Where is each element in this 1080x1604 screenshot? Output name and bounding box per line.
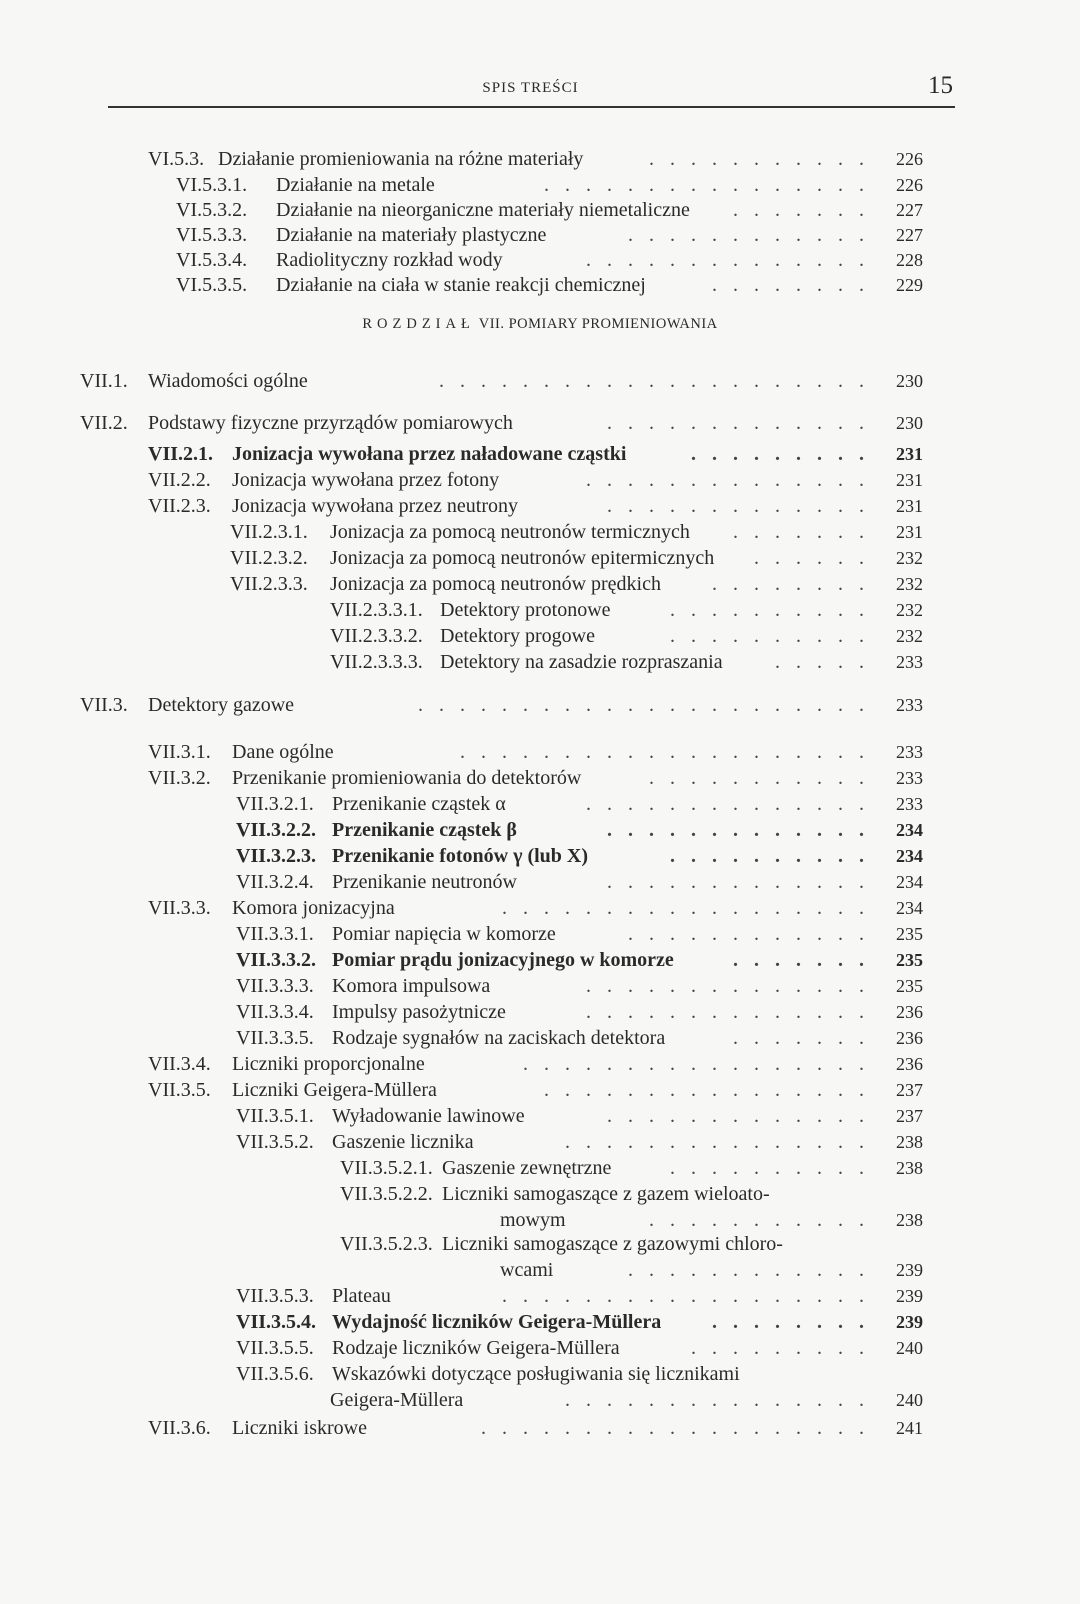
toc-entry[interactable] [0, 1025, 1080, 1051]
toc-entry-title: Pomiar prądu jonizacyjnego w komorze [332, 949, 674, 971]
toc-entry-title: Działanie na metale [276, 174, 435, 196]
toc-entry-number: VII.3.1. [148, 741, 211, 763]
leader-dots: . . . . . . . . [712, 274, 880, 296]
leader-dots: . . . . . . . [733, 199, 880, 221]
toc-entry-title: Przenikanie promieniowania do detektorów [232, 767, 582, 789]
toc-entry-title: Radiolityczny rozkład wody [276, 249, 503, 271]
toc-entry-number: VII.3.3.5. [236, 1027, 314, 1049]
toc-entry-page: 232 [896, 626, 923, 646]
leader-dots: . . . . . . . . . . . [649, 1209, 880, 1231]
running-header [108, 74, 953, 104]
leader-dots: . . . . . . . . . . . . . . . [565, 1131, 880, 1153]
toc-entry-title: Komora jonizacyjna [232, 897, 395, 919]
toc-entry-title: Dane ogólne [232, 741, 334, 763]
toc-entry-page: 234 [896, 820, 923, 840]
chapter-heading [0, 316, 1080, 333]
toc-entry-title: Działanie na nieorganiczne materiały niemetaliczne [276, 199, 690, 221]
toc-entry-title: Gaszenie zewnętrzne [442, 1157, 612, 1179]
toc-entry-page: 236 [896, 1054, 923, 1074]
leader-dots: . . . . . . . . [712, 1311, 880, 1333]
toc-entry[interactable] [0, 869, 1080, 895]
toc-entry-title: Liczniki proporcjonalne [232, 1053, 425, 1075]
toc-entry-page: 231 [896, 522, 923, 542]
toc-entry-title: Przenikanie fotonów γ (lub X) [332, 845, 589, 867]
toc-entry-number: VII.3.3.4. [236, 1001, 314, 1023]
toc-entry-title: Liczniki samogaszące z gazem wieloato- [442, 1183, 770, 1205]
chapter-title: VII. POMIARY PROMIENIOWANIA [478, 316, 718, 332]
toc-entry-number: VII.3.2.4. [236, 871, 314, 893]
toc-entry-page: 239 [896, 1312, 923, 1332]
leader-dots: . . . . . [775, 651, 880, 673]
toc-entry-number: VI.5.3.3. [176, 224, 248, 246]
toc-entry-number: VII.2.3.3.1. [330, 599, 423, 621]
leader-dots: . . . . . . . . . . [670, 625, 880, 647]
leader-dots: . . . . . . . . . [691, 443, 880, 465]
toc-entry[interactable] [0, 222, 1080, 248]
leader-dots: . . . . . . . . . . . . . . [586, 1001, 880, 1023]
toc-entry-title: Impulsy pasożytnicze [332, 1001, 506, 1023]
toc-entry-title: Przenikanie cząstek β [332, 819, 517, 841]
toc-entry-page: 227 [896, 200, 923, 220]
toc-entry-page: 230 [896, 413, 923, 433]
toc-entry-number: VII.2.3.2. [230, 547, 308, 569]
chapter-label: ROZDZIAŁ [362, 316, 475, 332]
toc-entry-number: VII.3.3.3. [236, 975, 314, 997]
toc-entry-number: VII.3.5.2.3. [340, 1233, 433, 1255]
toc-entry-number: VI.5.3.4. [176, 249, 248, 271]
toc-entry[interactable] [0, 895, 1080, 921]
toc-entry-page: 239 [896, 1286, 923, 1306]
toc-entry-page: 237 [896, 1106, 923, 1126]
toc-entry-title: Wyładowanie lawinowe [332, 1105, 525, 1127]
toc-entry-number: VII.3.2.3. [236, 845, 317, 867]
toc-entry-title: Jonizacja za pomocą neutronów epitermicznych [330, 547, 715, 569]
toc-entry-page: 236 [896, 1002, 923, 1022]
toc-entry[interactable] [0, 817, 1080, 843]
toc-entry-title: Liczniki iskrowe [232, 1417, 367, 1439]
toc-entry-page: 238 [896, 1210, 923, 1230]
toc-entry[interactable] [0, 368, 1080, 394]
leader-dots: . . . . . . [754, 547, 880, 569]
toc-entry-number: VII.3.5.2.2. [340, 1183, 433, 1205]
toc-entry-number: VII.3.5.1. [236, 1105, 314, 1127]
toc-entry-number: VII.3.5.4. [236, 1311, 317, 1333]
leader-dots: . . . . . . . . . . . . [628, 1259, 880, 1281]
toc-entry-page: 234 [896, 846, 923, 866]
toc-entry-continuation[interactable] [0, 1207, 1080, 1233]
leader-dots: . . . . . . . . . . . [649, 148, 880, 170]
leader-dots: . . . . . . . . . . . . . [607, 412, 880, 434]
toc-entry-title: Wskazówki dotyczące posługiwania się licznikami [332, 1363, 740, 1385]
leader-dots: . . . . . . . . . . . . . . . . . . . . [460, 741, 880, 763]
toc-entry-title: Liczniki samogaszące z gazowymi chloro- [442, 1233, 783, 1255]
toc-entry[interactable] [0, 999, 1080, 1025]
toc-entry-number: VII.3.5.2.1. [340, 1157, 433, 1179]
page-number: 15 [928, 72, 953, 99]
toc-entry[interactable] [0, 765, 1080, 791]
leader-dots: . . . . . . . . . . . . . . . . . [523, 1053, 880, 1075]
leader-dots: . . . . . . . . . . . [649, 767, 880, 789]
toc-entry-number: VII.2.2. [148, 469, 211, 491]
toc-entry-number: VI.5.3.2. [176, 199, 248, 221]
toc-entry-number: VII.3.2. [148, 767, 211, 789]
leader-dots: . . . . . . . . . . . . . . . . [544, 174, 880, 196]
toc-entry-page: 234 [896, 872, 923, 892]
toc-entry-page: 233 [896, 794, 923, 814]
toc-entry-title: Przenikanie cząstek α [332, 793, 506, 815]
toc-entry-page: 234 [896, 898, 923, 918]
leader-dots: . . . . . . . . . . . . . . [586, 975, 880, 997]
toc-entry-title: Jonizacja za pomocą neutronów termicznych [330, 521, 690, 543]
toc-entry[interactable] [0, 1181, 1080, 1207]
toc-entry-title: Detektory gazowe [148, 694, 295, 716]
toc-entry[interactable] [0, 146, 1080, 172]
toc-entry[interactable] [0, 921, 1080, 947]
leader-dots: . . . . . . . . . [691, 1337, 880, 1359]
toc-entry-title: Rodzaje liczników Geigera-Müllera [332, 1337, 620, 1359]
toc-entry-page: 231 [896, 470, 923, 490]
leader-dots: . . . . . . . . . . . . . . [586, 469, 880, 491]
toc-entry-title: Jonizacja za pomocą neutronów prędkich [330, 573, 661, 595]
leader-dots: . . . . . . . . . . . . . . . [565, 1389, 880, 1411]
toc-entry[interactable] [0, 1077, 1080, 1103]
toc-entry-title: Jonizacja wywołana przez neutrony [232, 495, 518, 517]
toc-entry-title: Wiadomości ogólne [148, 370, 308, 392]
toc-entry-number: VII.3.5.3. [236, 1285, 314, 1307]
toc-entry[interactable] [0, 410, 1080, 436]
toc-entry[interactable] [0, 692, 1080, 718]
toc-entry-number: VII.1. [80, 370, 128, 392]
toc-entry-number: VII.2. [80, 412, 128, 434]
toc-entry-page: 240 [896, 1390, 923, 1410]
toc-entry-number: VII.3.2.2. [236, 819, 317, 841]
toc-entry-page: 230 [896, 371, 923, 391]
leader-dots: . . . . . . . . . . . . . . . . . . . . . . [418, 694, 880, 716]
toc-entry[interactable] [0, 1361, 1080, 1387]
toc-entry-page: 238 [896, 1158, 923, 1178]
leader-dots: . . . . . . . [733, 1027, 880, 1049]
toc-entry-number: VII.3.5.5. [236, 1337, 314, 1359]
toc-entry-number: VI.5.3.1. [176, 174, 248, 196]
leader-dots: . . . . . . . . . . . . . . . . [544, 1079, 880, 1101]
toc-entry-page: 236 [896, 1028, 923, 1048]
toc-entry-number: VII.3.3.1. [236, 923, 314, 945]
toc-entry[interactable] [0, 843, 1080, 869]
leader-dots: . . . . . . . . . . . . . . [586, 793, 880, 815]
toc-entry-title: Działanie na ciała w stanie reakcji chemicznej [276, 274, 646, 296]
toc-entry-page: 235 [896, 950, 923, 970]
leader-dots: . . . . . . . . . . . . . . . . . . . [481, 1417, 880, 1439]
toc-entry-number: VII.3.6. [148, 1417, 211, 1439]
toc-entry[interactable] [0, 1283, 1080, 1309]
leader-dots: . . . . . . . [733, 949, 880, 971]
toc-entry-page: 237 [896, 1080, 923, 1100]
toc-entry-title: Jonizacja wywołana przez naładowane cząstki [232, 443, 627, 465]
toc-entry-number: VII.3.4. [148, 1053, 211, 1075]
toc-entry[interactable] [0, 172, 1080, 198]
toc-entry[interactable] [0, 441, 1080, 467]
toc-entry[interactable] [0, 545, 1080, 571]
toc-entry-title: Działanie na materiały plastyczne [276, 224, 547, 246]
toc-entry-page: 238 [896, 1132, 923, 1152]
toc-entry-number: VII.3. [80, 694, 128, 716]
toc-entry-number: VII.3.3.2. [236, 949, 317, 971]
leader-dots: . . . . . . . . . . . . [628, 923, 880, 945]
toc-entry[interactable] [0, 597, 1080, 623]
leader-dots: . . . . . . . . . . . . . [607, 871, 880, 893]
toc-entry-title-continued: wcami [500, 1259, 554, 1281]
toc-entry-page: 232 [896, 548, 923, 568]
toc-entry[interactable] [0, 197, 1080, 223]
leader-dots: . . . . . . . [733, 521, 880, 543]
leader-dots: . . . . . . . . . . . . . [607, 819, 880, 841]
toc-entry-number: VII.2.1. [148, 443, 214, 465]
leader-dots: . . . . . . . . . . . . . . . . . . [502, 1285, 880, 1307]
toc-entry[interactable] [0, 467, 1080, 493]
leader-dots: . . . . . . . . . . [670, 1157, 880, 1179]
toc-entry[interactable] [0, 739, 1080, 765]
toc-entry-page: 239 [896, 1260, 923, 1280]
toc-entry-title: Przenikanie neutronów [332, 871, 517, 893]
toc-entry-page: 226 [896, 175, 923, 195]
leader-dots: . . . . . . . . . . [670, 845, 880, 867]
toc-entry-number: VII.3.3. [148, 897, 211, 919]
toc-entry-title: Gaszenie licznika [332, 1131, 474, 1153]
toc-entry-number: VII.2.3.3.2. [330, 625, 423, 647]
toc-entry-page: 231 [896, 444, 923, 464]
leader-dots: . . . . . . . . . . . . . . [586, 249, 880, 271]
toc-entry-number: VII.2.3.3. [230, 573, 308, 595]
toc-entry[interactable] [0, 247, 1080, 273]
toc-entry-title-continued: mowym [500, 1209, 566, 1231]
toc-entry-number: VII.2.3.1. [230, 521, 308, 543]
toc-entry-page: 240 [896, 1338, 923, 1358]
toc-entry-title: Plateau [332, 1285, 391, 1307]
leader-dots: . . . . . . . . . . . . . [607, 495, 880, 517]
toc-entry-title: Detektory protonowe [440, 599, 611, 621]
toc-entry-title: Wydajność liczników Geigera-Müllera [332, 1311, 662, 1333]
toc-entry-title: Rodzaje sygnałów na zaciskach detektora [332, 1027, 666, 1049]
toc-entry-number: VII.3.5.6. [236, 1363, 314, 1385]
toc-entry[interactable] [0, 519, 1080, 545]
toc-entry-page: 232 [896, 574, 923, 594]
leader-dots: . . . . . . . . . . . . . . . . . . . . . [439, 370, 880, 392]
toc-entry-title: Detektory progowe [440, 625, 595, 647]
toc-entry-number: VI.5.3.5. [176, 274, 248, 296]
toc-entry-continuation[interactable] [0, 1387, 1080, 1413]
toc-entry-title: Komora impulsowa [332, 975, 491, 997]
toc-entry[interactable] [0, 1415, 1080, 1441]
toc-entry-title-continued: Geigera-Müllera [330, 1389, 464, 1411]
toc-entry-continuation[interactable] [0, 1257, 1080, 1283]
toc-entry[interactable] [0, 973, 1080, 999]
toc-entry-title: Działanie promieniowania na różne materiały [218, 148, 584, 170]
toc-entry-page: 233 [896, 652, 923, 672]
toc-entry-page: 235 [896, 976, 923, 996]
toc-entry-page: 231 [896, 496, 923, 516]
toc-entry[interactable] [0, 1051, 1080, 1077]
toc-entry-page: 226 [896, 149, 923, 169]
toc-entry[interactable] [0, 1335, 1080, 1361]
toc-entry[interactable] [0, 571, 1080, 597]
toc-entry-page: 233 [896, 742, 923, 762]
toc-entry[interactable] [0, 272, 1080, 298]
toc-entry-title: Podstawy fizyczne przyrządów pomiarowych [148, 412, 513, 434]
leader-dots: . . . . . . . . . . . . . [607, 1105, 880, 1127]
toc-entry[interactable] [0, 947, 1080, 973]
toc-entry-page: 229 [896, 275, 923, 295]
toc-entry[interactable] [0, 493, 1080, 519]
toc-entry[interactable] [0, 1155, 1080, 1181]
toc-entry-title: Detektory na zasadzie rozpraszania [440, 651, 723, 673]
toc-entry-number: VII.2.3.3.3. [330, 651, 423, 673]
toc-entry-page: 241 [896, 1418, 923, 1438]
leader-dots: . . . . . . . . . . . . [628, 224, 880, 246]
toc-entry[interactable] [0, 1231, 1080, 1257]
leader-dots: . . . . . . . . . . [670, 599, 880, 621]
toc-entry[interactable] [0, 1129, 1080, 1155]
toc-entry-page: 233 [896, 695, 923, 715]
toc-entry-page: 235 [896, 924, 923, 944]
toc-entry-title: Pomiar napięcia w komorze [332, 923, 556, 945]
toc-entry-page: 232 [896, 600, 923, 620]
header-rule [108, 106, 955, 108]
toc-entry[interactable] [0, 623, 1080, 649]
toc-entry-page: 228 [896, 250, 923, 270]
toc-entry-number: VI.5.3. [148, 148, 205, 170]
toc-entry[interactable] [0, 1309, 1080, 1335]
toc-entry[interactable] [0, 791, 1080, 817]
toc-entry-title: Jonizacja wywołana przez fotony [232, 469, 500, 491]
toc-entry-number: VII.2.3. [148, 495, 211, 517]
toc-entry-number: VII.3.5.2. [236, 1131, 314, 1153]
toc-entry-page: 233 [896, 768, 923, 788]
toc-entry-number: VII.3.5. [148, 1079, 211, 1101]
leader-dots: . . . . . . . . . . . . . . . . . . [502, 897, 880, 919]
toc-entry-page: 227 [896, 225, 923, 245]
header-title: SPIS TREŚCI [482, 80, 579, 96]
toc-entry-title: Liczniki Geigera-Müllera [232, 1079, 437, 1101]
toc-entry[interactable] [0, 649, 1080, 675]
toc-entry[interactable] [0, 1103, 1080, 1129]
toc-entry-number: VII.3.2.1. [236, 793, 314, 815]
leader-dots: . . . . . . . . [712, 573, 880, 595]
